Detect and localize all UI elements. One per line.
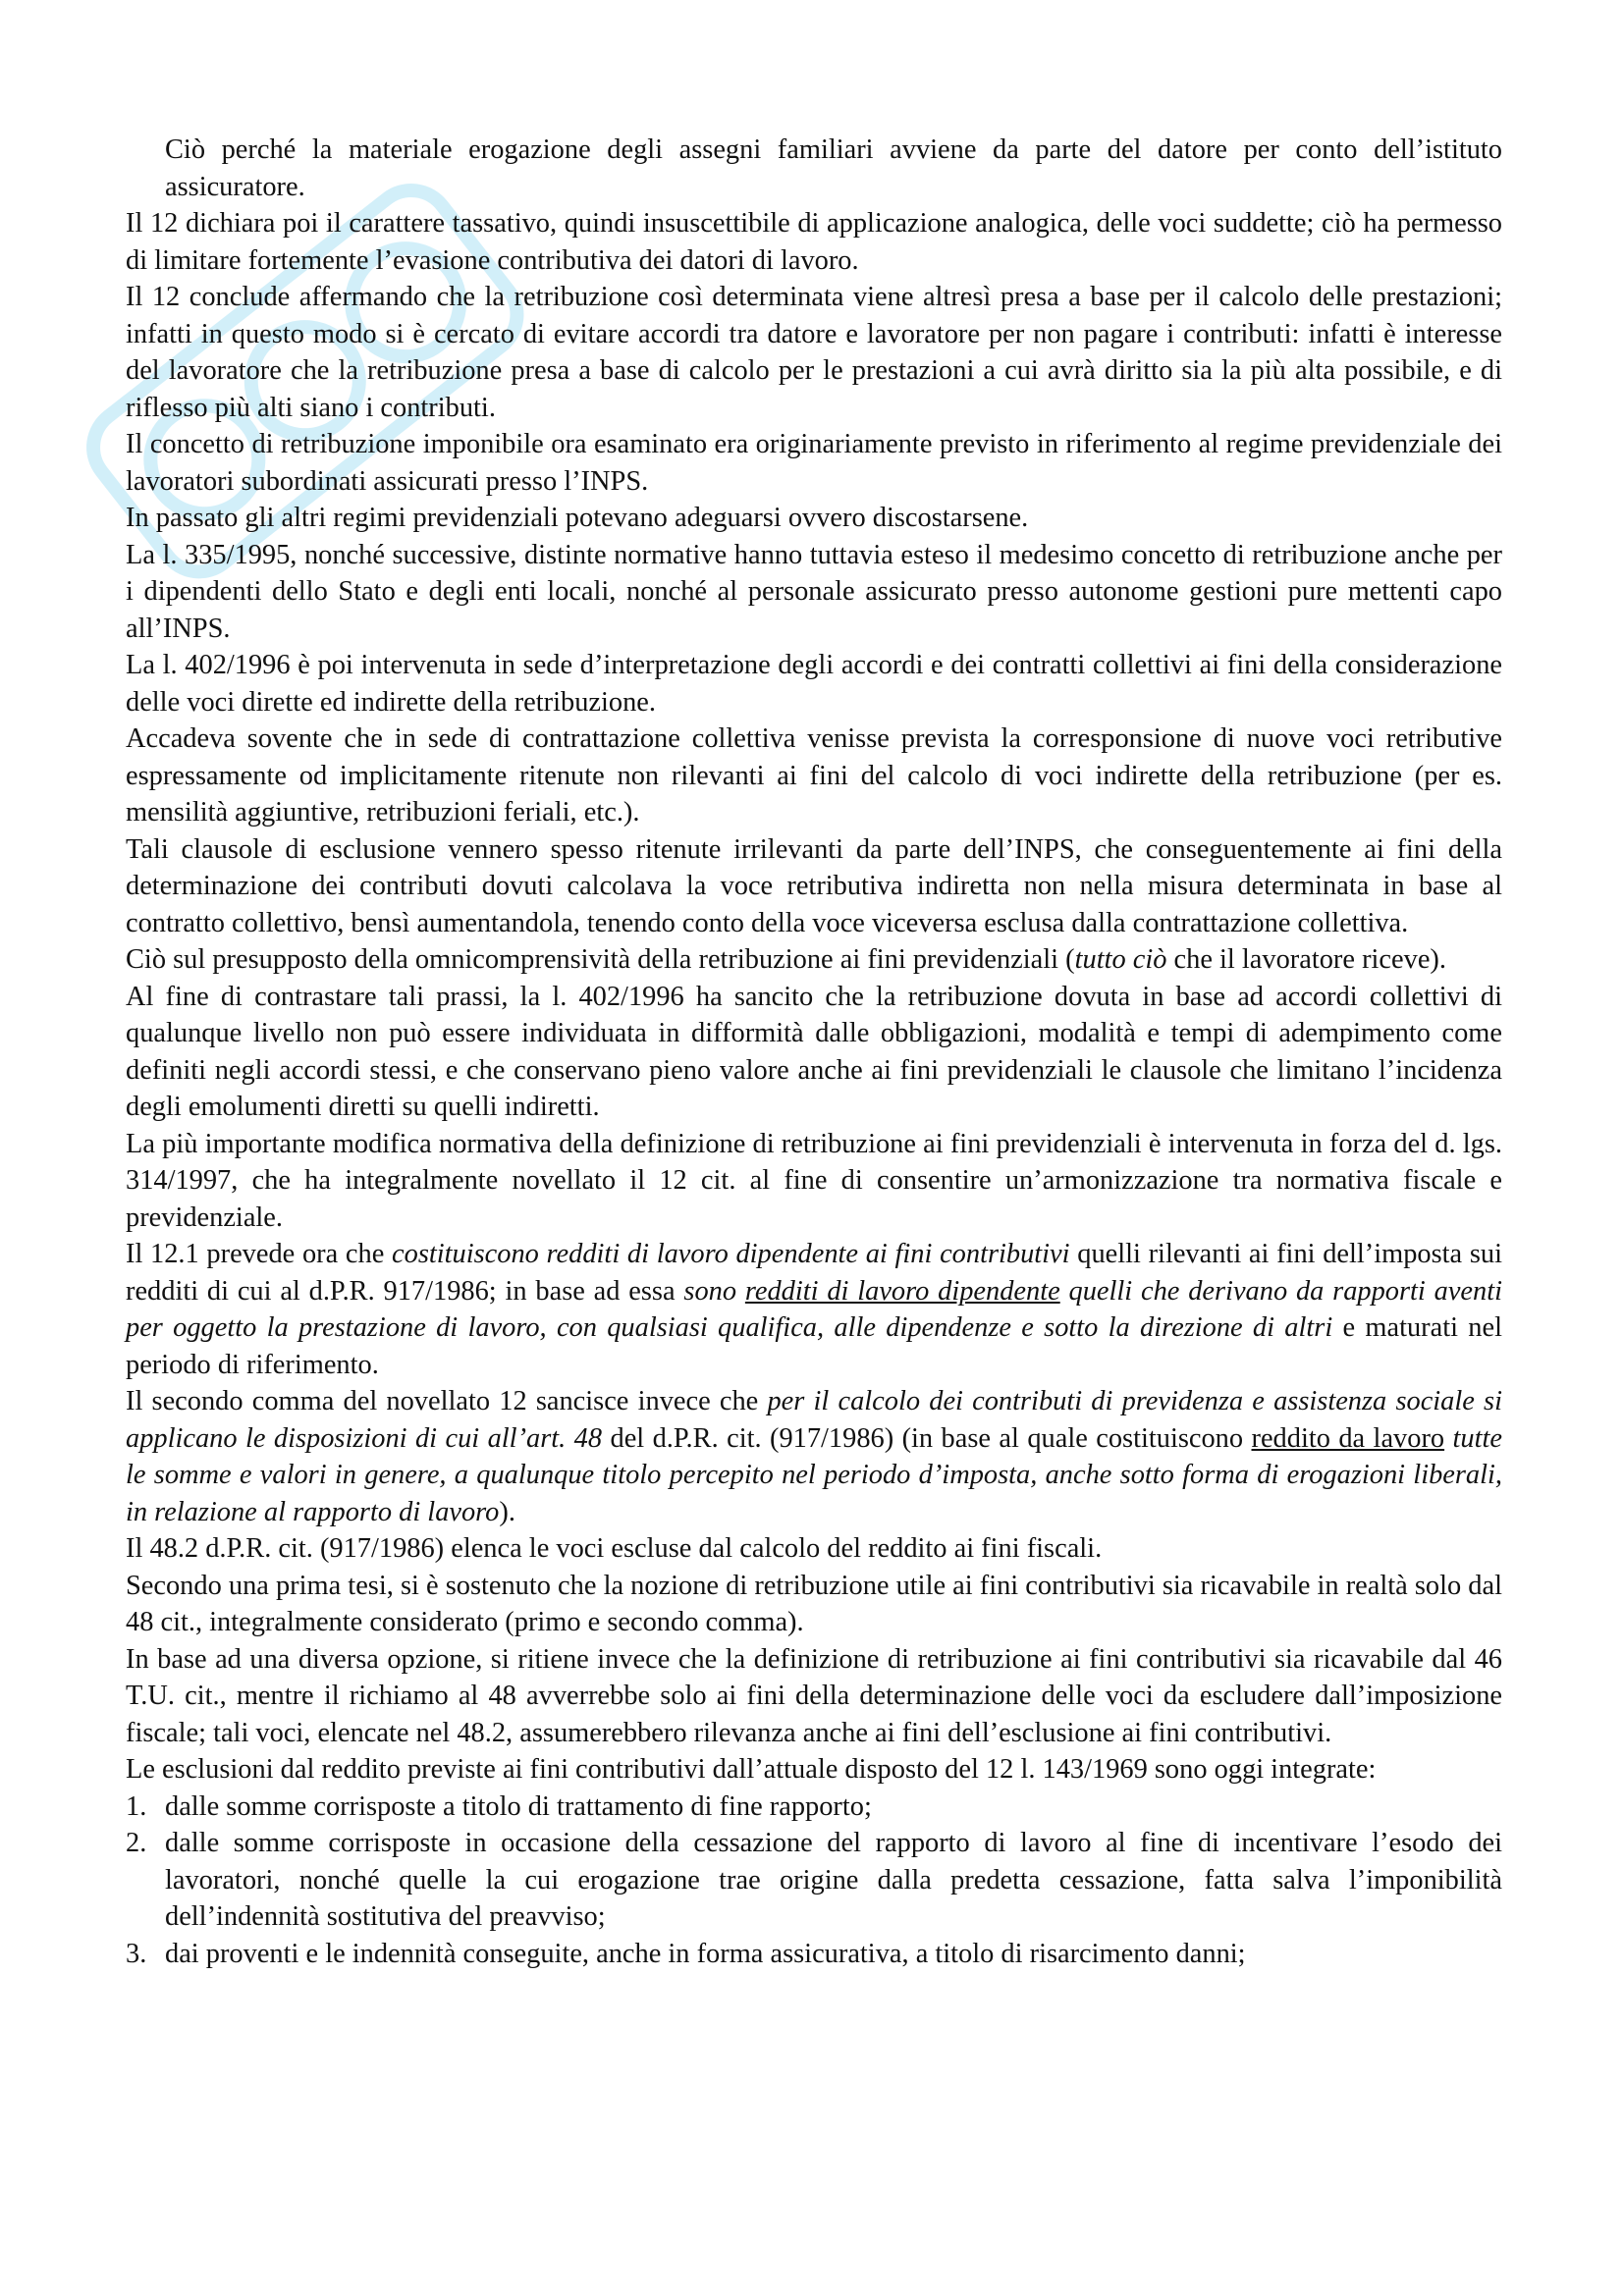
italic-text: tutte le somme e valori in genere, a qualunque titolo percepito nel periodo d’imposta, anche sotto forma di erogazioni liberali, in relazione al rapporto di lavoro <box>126 1422 1502 1527</box>
paragraph: Il 12 conclude affermando che la retribuzione così determinata viene altresì presa a base per il calcolo delle prestazioni; infatti in questo modo si è cercato di evitare accordi tra datore e lavoratore per non pagare i contributi: infatti è interesse del lavoratore che la retribuzione presa a base di calcolo per le prestazioni a cui avrà diritto sia la più alta possibile, e di riflesso più alti siano i contributi. <box>126 282 1502 423</box>
list-item <box>126 1825 1502 1936</box>
paragraph <box>126 1383 1502 1530</box>
text-run: e maturati nel periodo di riferimento. <box>126 1312 1502 1380</box>
underlined-text: reddito da lavoro <box>1251 1422 1445 1454</box>
paragraph <box>126 1236 1502 1383</box>
list-number: 1. <box>126 1790 147 1822</box>
paragraph: In passato gli altri regimi previdenziali potevano adeguarsi ovvero discostarsene. <box>126 503 1029 533</box>
text-run: del d.P.R. cit. (917/1986) (in base al quale costituiscono <box>602 1422 1252 1454</box>
list-item-text: dalle somme corrisposte a titolo di trattamento di fine rapporto; <box>165 1790 872 1822</box>
text-run: ). <box>499 1496 515 1527</box>
italic-text: costituiscono redditi di lavoro dipendente ai fini contributivi <box>392 1239 1070 1269</box>
paragraph: Secondo una prima tesi, si è sostenuto che la nozione di retribuzione utile ai fini contributivi sia ricavabile in realtà solo dal 48 cit., integralmente considerato (primo e secondo comma). <box>126 1570 1502 1637</box>
list-item <box>126 1936 1502 1973</box>
paragraph: Il 48.2 d.P.R. cit. (917/1986) elenca le voci escluse dal calcolo del reddito ai fini fiscali. <box>126 1533 1103 1564</box>
text-run: che il lavoratore riceve). <box>1166 944 1446 975</box>
text-run: Ciò sul presupposto della omnicomprensività della retribuzione ai fini previdenziali ( <box>126 944 1075 975</box>
list-item-text: dalle somme corrisposte in occasione della cessazione del rapporto di lavoro al fine di incentivare l’esodo dei lavoratori, nonché quelle la cui erogazione trae origine dalla predetta cessazione, fatta salva l’imponibilità dell’indennità sostitutiva del preavviso; <box>165 1828 1502 1932</box>
underlined-text: redditi di lavoro dipendente <box>744 1275 1060 1307</box>
text-run: Il 12.1 prevede ora che <box>126 1239 393 1269</box>
paragraph: Ciò perché la materiale erogazione degli assegni familiari avviene da parte del datore per conto dell’istituto assicuratore. <box>165 134 1502 202</box>
text-run: Il secondo comma del novellato 12 sancisce invece che <box>126 1386 768 1416</box>
text-run: quelli rilevanti ai fini dell’imposta sui redditi di cui al d.P.R. 917/1986; in base ad essa <box>126 1239 1502 1307</box>
paragraph <box>126 941 1502 979</box>
list-number: 2. <box>126 1828 147 1858</box>
italic-text: per il calcolo dei contributi di previdenza e assistenza sociale si applicano le disposizioni di cui all’art. 48 <box>126 1386 1502 1454</box>
paragraph: La l. 402/1996 è poi intervenuta in sede d’interpretazione degli accordi e dei contratti collettivi ai fini della considerazione delle voci dirette ed indirette della retribuzione. <box>126 650 1502 718</box>
list-item-text: dai proventi e le indennità conseguite, anche in forma assicurativa, a titolo di risarcimento danni; <box>165 1938 1246 1969</box>
paragraph: In base ad una diversa opzione, si ritiene invece che la definizione di retribuzione ai fini contributivi sia ricavabile dal 46 T.U. cit., mentre il richiamo al 48 avverrebbe solo ai fini della determinazione delle voci da escludere dall’imposizione fiscale; tali voci, elencate nel 48.2, assumerebbero rilevanza anche ai fini dell’esclusione ai fini contributivi. <box>126 1643 1502 1748</box>
list-item <box>126 1789 1502 1826</box>
paragraph: Le esclusioni dal reddito previste ai fini contributivi dall’attuale disposto del 12 l. 143/1969 sono oggi integrate: <box>126 1754 1377 1785</box>
paragraph: Il concetto di retribuzione imponibile ora esaminato era originariamente previsto in riferimento al regime previdenziale dei lavoratori subordinati assicurati presso l’INPS. <box>126 429 1502 497</box>
paragraph: Accadeva sovente che in sede di contrattazione collettiva venisse prevista la corresponsione di nuove voci retributive espressamente od implicitamente ritenute non rilevanti ai fini del calcolo di voci indirette della retribuzione (per es. mensilità aggiuntive, retribuzioni feriali, etc.). <box>126 723 1502 828</box>
italic-text: quelli che derivano da rapporti aventi per oggetto la prestazione di lavoro, con qualsiasi qualifica, alle dipendenze e sotto la direzione di altri <box>126 1275 1503 1343</box>
paragraph: Al fine di contrastare tali prassi, la l. 402/1996 ha sancito che la retribuzione dovuta in base ad accordi collettivi di qualunque livello non può essere individuata in difformità dalle obbligazioni, modalità e tempi di adempimento come definiti negli accordi stessi, e che conservano pieno valore anche ai fini previdenziali le clausole che limitano l’incidenza degli emolumenti diretti su quelli indiretti. <box>126 981 1502 1122</box>
list-number: 3. <box>126 1938 147 1969</box>
paragraph: Il 12 dichiara poi il carattere tassativo, quindi insuscettibile di applicazione analogica, delle voci suddette; ciò ha permesso di limitare fortemente l’evasione contributiva dei datori di lavoro. <box>126 208 1502 276</box>
italic-text: tutto ciò <box>1074 944 1167 975</box>
document-body <box>126 132 1502 1972</box>
paragraph: La l. 335/1995, nonché successive, distinte normative hanno tuttavia esteso il medesimo concetto di retribuzione anche per i dipendenti dello Stato e degli enti locali, nonché al personale assicurato presso autonome gestioni pure mettenti capo all’INPS. <box>126 539 1502 644</box>
paragraph: Tali clausole di esclusione vennero spesso ritenute irrilevanti da parte dell’INPS, che conseguentemente ai fini della determinazione dei contributi dovuti calcolava la voce retributiva indiretta non nella misura determinata in base al contratto collettivo, bensì aumentandola, tenendo conto della voce viceversa esclusa dalla contrattazione collettiva. <box>126 833 1502 938</box>
italic-text: sono <box>683 1275 745 1307</box>
paragraph: La più importante modifica normativa della definizione di retribuzione ai fini previdenziali è intervenuta in forza del d. lgs. 314/1997, che ha integralmente novellato il 12 cit. al fine di consentire un’armonizzazione tra normativa fiscale e previdenziale. <box>126 1128 1502 1233</box>
